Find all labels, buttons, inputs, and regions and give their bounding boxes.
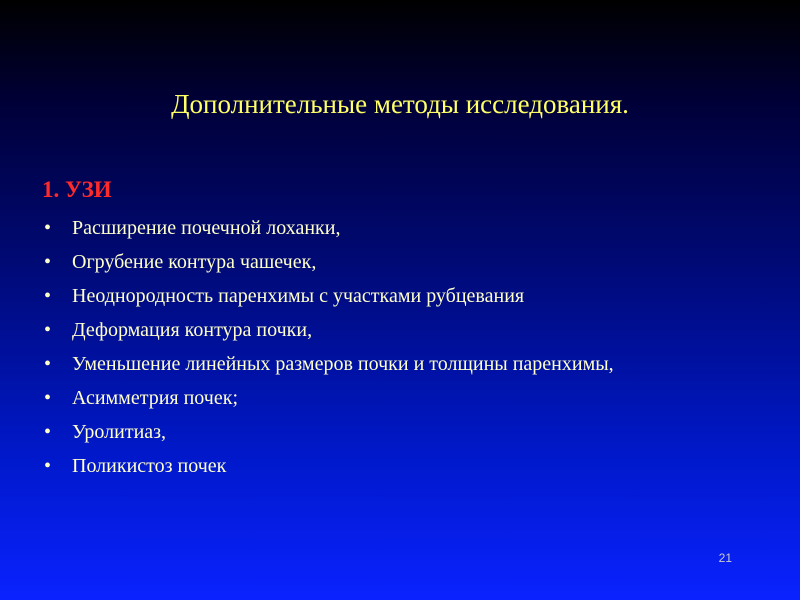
list-item-text: Расширение почечной лоханки, [72, 217, 341, 239]
list-item [40, 453, 760, 479]
list-item-text: Асимметрия почек; [72, 387, 238, 409]
bullet-icon: • [44, 319, 52, 341]
list-item [40, 419, 760, 445]
bullet-list [40, 215, 760, 487]
slide-title: Дополнительные методы исследования. [171, 89, 629, 119]
list-item [40, 351, 760, 377]
page-number: 21 [718, 551, 732, 565]
section-heading: 1. УЗИ [42, 177, 112, 202]
list-item-text: Деформация контура почки, [72, 319, 313, 341]
bullet-icon: • [44, 217, 52, 239]
list-item [40, 215, 760, 241]
list-item-text: Огрубение контура чашечек, [72, 251, 317, 273]
list-item [40, 317, 760, 343]
list-item [40, 249, 760, 275]
bullet-icon: • [44, 455, 52, 477]
bullet-icon: • [44, 285, 52, 307]
list-item-text: Неоднородность паренхимы с участками рубцевания [72, 285, 525, 307]
list-item [40, 283, 760, 309]
list-item-text: Уменьшение линейных размеров почки и толщины паренхимы, [72, 353, 614, 375]
list-item [40, 385, 760, 411]
list-item-text: Уролитиаз, [72, 421, 167, 443]
bullet-icon: • [44, 421, 52, 443]
bullet-icon: • [44, 387, 52, 409]
list-item-text: Поликистоз почек [72, 455, 227, 477]
bullet-icon: • [44, 251, 52, 273]
bullet-icon: • [44, 353, 52, 375]
